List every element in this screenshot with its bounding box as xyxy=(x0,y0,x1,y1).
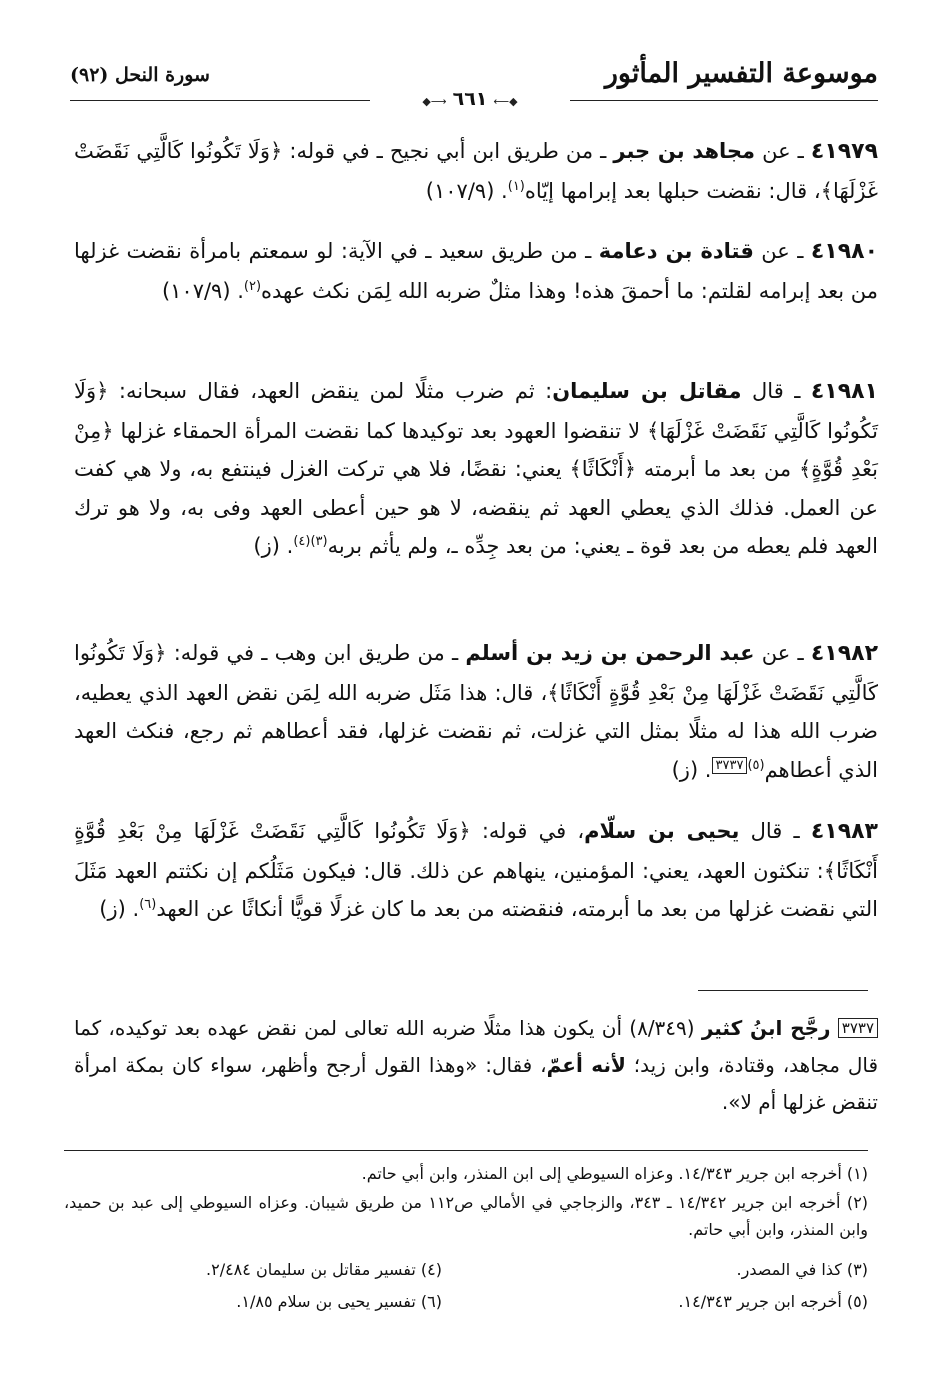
narrator-name: مقاتل بن سليمان xyxy=(552,379,742,403)
entry-number: ٤١٩٨٠ xyxy=(810,239,878,264)
entry-tag: . (ز) xyxy=(253,534,294,558)
ornament-icon: ◆⟵ xyxy=(493,95,518,108)
entry-text: : تنكثون العهد، يعني: المؤمنين، ينهاهم عن ذلك. قال: فيكون مَثَلُكم إن نكثتم العهد مَثَلَ التي نقضت غزلها من بعد ما أبرمته، فنقضته من بعد ما كان غزلًا قويًّا أنكاثًا عن العهد xyxy=(74,858,878,921)
tarjih-text: ، فقال: «وهذا القول أرجح وأظهر، سواء كان بمكة امرأة تنقض غزلها أم لا». xyxy=(74,1053,878,1114)
surah-title: سورة النحل (٩٢) xyxy=(70,64,210,86)
page-number-block xyxy=(370,88,570,112)
footnote-ref: (٦) xyxy=(139,897,157,912)
footnote-ref: (٣)(٤) xyxy=(293,534,328,549)
footnote-ref: (٢) xyxy=(243,278,262,294)
footnote: (٦) تفسير يحيى بن سلام ١/٨٥. xyxy=(236,1292,442,1311)
tarjih-bold: لأنه أعمّ xyxy=(546,1053,626,1077)
entry-tag: . (١٠٧/٩) xyxy=(425,178,508,203)
tarjih-separator xyxy=(698,990,868,991)
athar-entry xyxy=(74,634,878,789)
entry-number: ٤١٩٨٢ xyxy=(810,641,878,666)
entry-text: ـ من طريق سعيد ـ في الآية: لو سمعتم بامرأة نقضت غزلها من بعد إبرامه لقلتم: ما أحمقَ هذه! وهذا مثلٌ ضربه الله لِمَن نكث عهده xyxy=(74,239,878,303)
athar-entry xyxy=(74,812,878,929)
entry-lead: ـ قال xyxy=(750,819,800,843)
entry-lead: ـ قال xyxy=(752,379,801,403)
entry-text: لا تنقضوا العهود بعد توكيدها كما نقضت المرأة الحمقاء غزلها xyxy=(120,418,641,443)
page-number: ٦٦١ xyxy=(452,88,488,110)
quran-quote: ﴿وَلَا تَكُونُوا كَالَّتِي نَقَضَتْ غَزْلَهَا مِنْ بَعْدِ قُوَّةٍ أَنْكَاثًا﴾ xyxy=(74,819,878,883)
tarjih-ref: (٨/٣٤٩) xyxy=(629,1016,695,1040)
quran-quote: ﴿وَلَا تَكُونُوا كَالَّتِي نَقَضَتْ غَزْلَهَا﴾ xyxy=(74,139,878,203)
tarjih-label: رجَّح ابنُ كثير xyxy=(701,1016,831,1040)
narrator-name: قتادة بن دعامة xyxy=(598,239,754,263)
entry-tag: . (ز) xyxy=(671,757,712,782)
quran-quote: ﴿وَلَا تَكُونُوا كَالَّتِي نَقَضَتْ غَزْلَهَا مِنْ بَعْدِ قُوَّةٍ أَنْكَاثًا﴾ xyxy=(74,641,878,705)
tarjih-note xyxy=(74,1010,878,1121)
entry-number: ٤١٩٨١ xyxy=(810,379,878,404)
footnote-ref: (١) xyxy=(507,178,525,194)
book-title: موسوعة التفسير المأثور xyxy=(604,58,878,89)
entry-number: ٤١٩٧٩ xyxy=(810,139,879,164)
tarjih-marker: ٣٧٣٧ xyxy=(712,757,748,774)
entry-text: : ثم ضرب مثلًا لمن ينقض العهد، فقال سبحانه: xyxy=(118,379,553,403)
footnote: (٤) تفسير مقاتل بن سليمان ٢/٤٨٤. xyxy=(206,1260,442,1279)
narrator-name: عبد الرحمن بن زيد بن أسلم xyxy=(465,641,755,665)
quran-quote: ﴿وَلَا تَكُونُوا كَالَّتِي نَقَضَتْ غَزْلَهَا﴾ xyxy=(74,379,878,443)
quran-quote: ﴿أَنْكَاثًا﴾ xyxy=(569,457,637,481)
narrator-name: يحيى بن سلّام xyxy=(584,819,740,843)
entry-text: من بعد ما أبرمته xyxy=(643,457,792,481)
tarjih-marker: ٣٧٣٧ xyxy=(838,1018,878,1038)
footnote-separator xyxy=(64,1150,868,1151)
entry-text: ، في قوله: xyxy=(481,819,585,843)
ornament-icon: ⟶◆ xyxy=(422,95,447,108)
quran-quote: ﴿مِنْ بَعْدِ قُوَّةٍ﴾ xyxy=(74,418,878,481)
footnote: (١) أخرجه ابن جرير ١٤/٣٤٣. وعزاه السيوطي إلى ابن المنذر، وابن أبي حاتم. xyxy=(361,1164,868,1183)
entry-text: ـ من طريق ابن أبي نجيح ـ في قوله: xyxy=(289,139,607,163)
tarjih-text: أن يكون هذا مثلًا ضربه الله تعالى لمن نقض عهده بعد توكيده، كما قال مجاهد، وقتادة، وابن زيد؛ xyxy=(74,1016,879,1077)
entry-text: ـ من طريق ابن وهب ـ في قوله: xyxy=(173,641,459,665)
footnote: (٣) كذا في المصدر. xyxy=(736,1260,868,1279)
narrator-name: مجاهد بن جبر xyxy=(613,139,756,163)
entry-tag: . (١٠٧/٩) xyxy=(161,278,244,303)
athar-entry xyxy=(74,132,878,210)
entry-lead: ـ عن xyxy=(761,641,804,665)
entry-tag: . (ز) xyxy=(99,897,140,921)
entry-text: يعني: نقضًا، فلا هي تركت الغزل فينتفع به، ولا هي كفت عن العمل. فذلك الذي يعطي العهد ثم ينقضه، لا هو حين أعطى العهد وفى به، ولا هو ترك العهد فلم يعطه من بعد قوة ـ يعني: من بعد جِدِّه ـ، ولم يأثم بربه xyxy=(74,457,878,558)
footnote: (٢) أخرجه ابن جرير ١٤/٣٤٢ ـ ٣٤٣، والزجاجي في الأمالي ص١١٢ من طريق شيبان. وعزاه السيوطي إلى عبد بن حميد، وابن المنذر، وابن أبي حاتم. xyxy=(64,1193,869,1239)
entry-lead: ـ عن xyxy=(762,139,804,163)
athar-entry xyxy=(74,232,878,310)
footnote-ref: (٥) xyxy=(747,757,765,773)
entry-text: ، قال: نقضت حبلها بعد إبرامها إيّاه xyxy=(524,178,821,203)
athar-entry xyxy=(74,372,878,566)
entry-number: ٤١٩٨٣ xyxy=(810,819,878,844)
entry-lead: ـ عن xyxy=(761,239,804,263)
footnote: (٥) أخرجه ابن جرير ١٤/٣٤٣. xyxy=(678,1292,868,1311)
entry-text: ، قال: هذا مَثَل ضربه الله لِمَن نقض العهد الذي يعطيه، ضرب الله هذا له مثلًا بمثل التي غزلت، ثم نقضت غزلها، فقد أعطاهم ثم رجع، فنكث العهد الذي أعطاهم xyxy=(74,680,878,782)
